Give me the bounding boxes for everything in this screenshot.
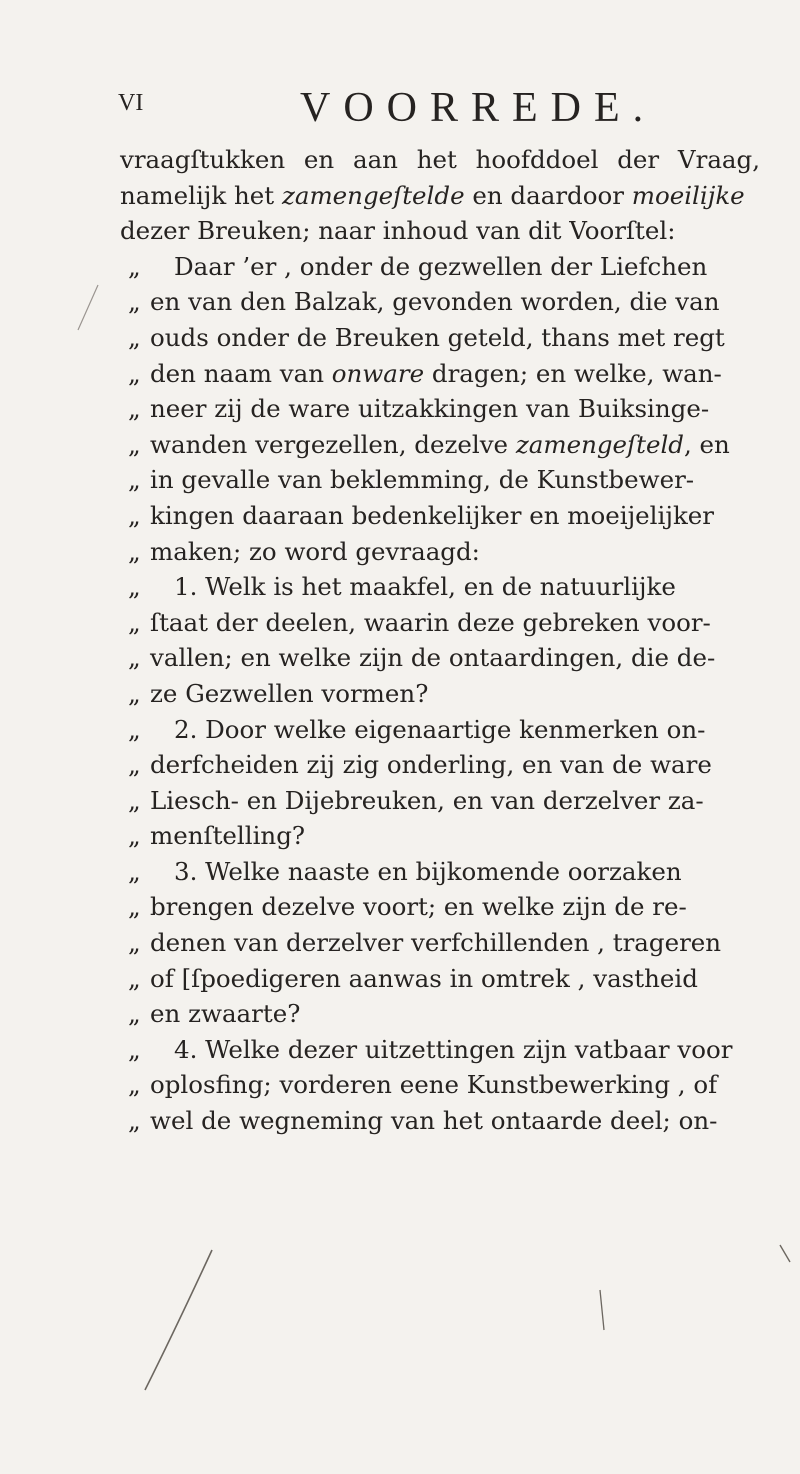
italic-text: moeilijke	[631, 180, 745, 210]
text-line	[120, 996, 760, 1032]
text-line	[120, 427, 760, 463]
quote-mark: „	[128, 394, 141, 424]
text-line	[120, 1067, 760, 1103]
text-span: namelijk het	[120, 180, 282, 210]
quote-mark: „	[128, 999, 141, 1029]
text-line	[120, 462, 760, 498]
quote-mark: „	[128, 429, 141, 459]
quote-mark: „	[128, 678, 141, 708]
text-line	[120, 640, 760, 676]
text-span: ſtaat der deelen, waarin deze gebreken voor-	[150, 607, 711, 637]
text-span: 4. Welke dezer uitzettingen zijn vatbaar voor	[174, 1034, 733, 1064]
pencil-stroke	[780, 1245, 790, 1262]
quote-mark: „	[128, 251, 141, 281]
text-span: en daardoor	[464, 180, 632, 210]
text-span: derfcheiden zij zig onderling, en van de ware	[150, 750, 712, 780]
quote-mark: „	[128, 322, 141, 352]
text-line	[120, 854, 760, 890]
text-line	[120, 142, 760, 178]
text-span: kingen daaraan bedenkelijker en moeijelijker	[150, 500, 715, 530]
text-line	[120, 712, 760, 748]
quote-mark: „	[128, 607, 141, 637]
text-line	[120, 925, 760, 961]
text-span: den naam van	[150, 358, 332, 388]
body-text	[120, 142, 760, 1139]
pencil-stroke	[145, 1250, 212, 1390]
quote-mark: „	[128, 572, 141, 602]
quote-mark: „	[128, 465, 141, 495]
text-line	[120, 1103, 760, 1139]
text-line	[120, 391, 760, 427]
italic-text: zamengeſteld	[515, 429, 684, 459]
text-span: , en	[683, 429, 730, 459]
text-line	[120, 534, 760, 570]
pencil-stroke	[78, 285, 98, 330]
quote-mark: „	[128, 536, 141, 566]
quote-mark: „	[128, 1106, 141, 1136]
text-line	[120, 284, 760, 320]
text-span: menſtelling?	[150, 821, 306, 851]
text-span: 2. Door welke eigenaartige kenmerken on-	[174, 714, 706, 744]
text-span: neer zij de ware uitzakkingen van Buiksinge-	[150, 394, 710, 424]
text-line	[120, 178, 760, 214]
quote-mark: „	[128, 500, 141, 530]
italic-text: onware	[331, 358, 425, 388]
running-title: VOORREDE.	[300, 85, 657, 131]
text-line	[120, 249, 760, 285]
text-span: vallen; en welke zijn de ontaardingen, die de-	[150, 643, 716, 673]
text-span: en zwaarte?	[150, 999, 301, 1029]
page-header	[0, 84, 800, 134]
quote-mark: „	[128, 643, 141, 673]
text-span: dragen; en welke, wan-	[424, 358, 722, 388]
page-number: VI	[118, 90, 144, 116]
quote-mark: „	[128, 821, 141, 851]
quote-mark: „	[128, 892, 141, 922]
quote-mark: „	[128, 785, 141, 815]
quote-mark: „	[128, 1034, 141, 1064]
text-span: wel de wegneming van het ontaarde deel; on-	[150, 1106, 718, 1136]
italic-text: zamengeſtelde	[281, 180, 465, 210]
quote-mark: „	[128, 714, 141, 744]
text-line	[120, 213, 760, 249]
text-span: brengen dezelve voort; en welke zijn de re-	[150, 892, 687, 922]
text-line	[120, 818, 760, 854]
text-span: ze Gezwellen vormen?	[150, 678, 429, 708]
text-line	[120, 569, 760, 605]
text-span: wanden vergezellen, dezelve	[150, 429, 516, 459]
text-line	[120, 498, 760, 534]
text-span: maken; zo word gevraagd:	[150, 536, 480, 566]
text-span: denen van derzelver verfchillenden , trageren	[150, 928, 722, 958]
text-span: en van den Balzak, gevonden worden, die van	[150, 287, 720, 317]
text-span: 1. Welk is het maakfel, en de natuurlijke	[174, 572, 676, 602]
text-line	[120, 889, 760, 925]
text-span: in gevalle van beklemming, de Kunstbewer-	[150, 465, 695, 495]
text-span: Daar ’er , onder de gezwellen der Liefchen	[174, 251, 708, 281]
text-line	[120, 320, 760, 356]
text-line	[120, 1032, 760, 1068]
quote-mark: „	[128, 358, 141, 388]
text-span: vraagſtukken en aan het hoofddoel der Vraag,	[120, 145, 760, 174]
text-line	[120, 605, 760, 641]
text-span: oplosfing; vorderen eene Kunstbewerking , of	[150, 1070, 718, 1100]
text-line	[120, 747, 760, 783]
text-line	[120, 356, 760, 392]
quote-mark: „	[128, 963, 141, 993]
quote-mark: „	[128, 1070, 141, 1100]
text-span: 3. Welke naaste en bijkomende oorzaken	[174, 856, 682, 886]
quote-mark: „	[128, 750, 141, 780]
text-span: dezer Breuken; naar inhoud van dit Voorſtel:	[120, 216, 676, 246]
quote-mark: „	[128, 856, 141, 886]
text-span: of [ſpoedigeren aanwas in omtrek , vastheid	[150, 963, 698, 993]
quote-mark: „	[128, 287, 141, 317]
text-line	[120, 783, 760, 819]
quote-mark: „	[128, 928, 141, 958]
text-line	[120, 961, 760, 997]
text-line	[120, 676, 760, 712]
text-span: Liesch- en Dijebreuken, en van derzelver za-	[150, 785, 704, 815]
pencil-stroke	[600, 1290, 604, 1330]
text-span: ouds onder de Breuken geteld, thans met regt	[150, 322, 725, 352]
